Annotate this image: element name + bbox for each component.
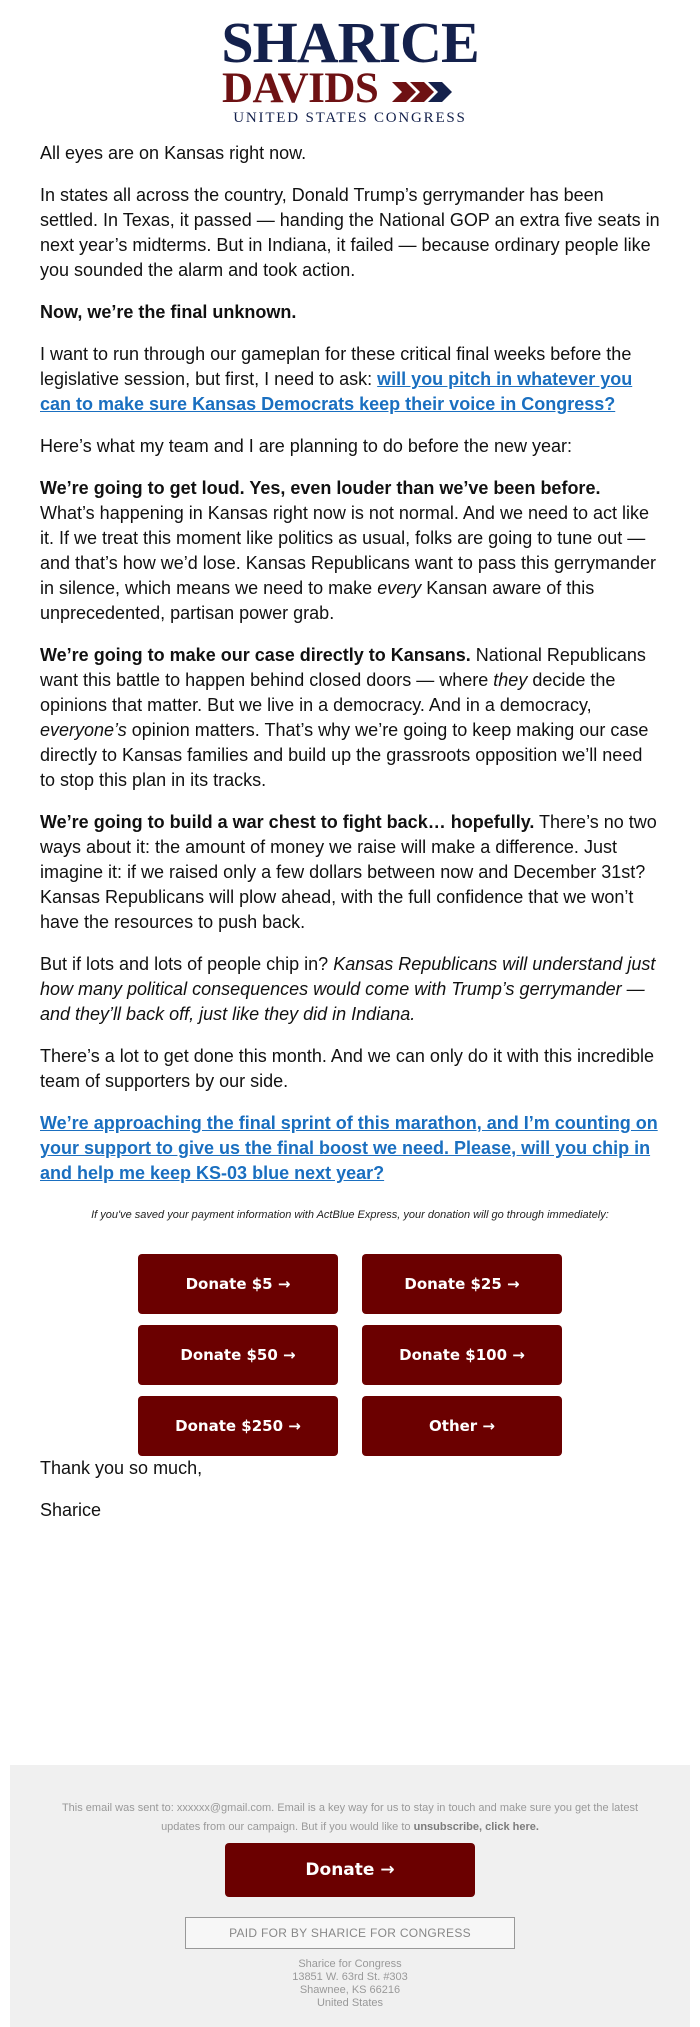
pitch-in-link[interactable]: will you pitch in whatever you can to make sure Kansas Democrats keep their voice in Congress? xyxy=(40,369,633,414)
footer-donate-button[interactable]: Donate → xyxy=(225,1843,475,1897)
actblue-express-note: If you've saved your payment information with ActBlue Express, your donation will go through immediately: xyxy=(91,1209,609,1221)
donate-button-grid xyxy=(138,1254,562,1456)
donate-250-button[interactable]: Donate $250 → xyxy=(138,1396,338,1456)
paragraph-gerrymander: In states all across the country, Donald Trump’s gerrymander has been settled. In Texas, it passed — handing the National GOP an extra five seats in next year’s midterms. But in Indiana, it failed — because ordinary people like you sounded the alarm and took action. xyxy=(40,185,660,280)
thanks-line: Thank you so much, xyxy=(40,1458,203,1478)
paragraph-war-chest: We’re going to build a war chest to fight back… hopefully. There’s no two ways about it: the amount of money we raise will make a difference. Just imagine it: if we raised only a few dollars between now and December 31st? Kansas Republicans will plow ahead, with the full confidence that we won’t have the resources to push back. xyxy=(40,812,657,932)
unsubscribe-link[interactable]: unsubscribe, click here. xyxy=(413,1821,539,1833)
paragraph-intro: All eyes are on Kansas right now. xyxy=(40,143,307,163)
paragraph-final-sprint xyxy=(40,1111,660,1186)
paragraph-gameplan: I want to run through our gameplan for these critical final weeks before the legislative session, but first, I need to ask: will you pitch in whatever you can to make sure Kansas Democrats keep their voice in Congress? xyxy=(40,344,633,414)
paragraph-chip-in: But if lots and lots of people chip in? Kansas Republicans will understand just how many political consequences would come with Trump’s gerrymander — and they’ll back off, just like they did in Indiana. xyxy=(40,954,656,1024)
donate-100-button[interactable]: Donate $100 → xyxy=(362,1325,562,1385)
paid-for-disclaimer: PAID FOR BY SHARICE FOR CONGRESS xyxy=(185,1917,515,1949)
paragraph-final-unknown: Now, we’re the final unknown. xyxy=(40,302,297,322)
final-sprint-link[interactable]: We’re approaching the final sprint of this marathon, and I’m counting on your support to give us the final boost we need. Please, will you chip in and help me keep KS-03 blue next year? xyxy=(40,1113,658,1183)
donate-50-button[interactable]: Donate $50 → xyxy=(138,1325,338,1385)
logo-tagline: UNITED STATES CONGRESS xyxy=(233,110,467,126)
paragraph-plan-intro: Here’s what my team and I are planning to do before the new year: xyxy=(40,436,572,456)
logo-last-name: DAVIDS xyxy=(222,65,379,112)
paragraph-make-case: We’re going to make our case directly to Kansans. National Republicans want this battle to happen behind closed doors — where they decide the opinions that matter. But we live in a democracy. And in a democracy, everyone’s opinion matters. That’s why we’re going to keep making our case directly to Kansas families and build up the grassroots opposition we’ll need to stop this plan in its tracks. xyxy=(40,645,649,790)
mailing-address: Sharice for Congress 13851 W. 63rd St. #303 Shawnee, KS 66216 United States xyxy=(292,1958,408,2009)
signature: Sharice xyxy=(40,1500,102,1520)
paragraph-get-loud: We’re going to get loud. Yes, even louder than we’ve been before. What’s happening in Kansas right now is not normal. And we need to act like it. If we treat this moment like politics as usual, folks are going to tune out — and that’s how we’d lose. Kansas Republicans want to pass this gerrymander in silence, which means we need to make every Kansan aware of this unprecedented, partisan power grab. xyxy=(40,478,657,623)
logo-first-name: SHARICE xyxy=(221,10,479,75)
footer-disclaimer: This email was sent to: xxxxxx@gmail.com. Email is a key way for us to stay in touch and make sure you get the latest updates from our campaign. But if you would like to unsubscribe, click here. xyxy=(61,1802,639,1833)
paragraph-supporters: There’s a lot to get done this month. And we can only do it with this incredible team of supporters by our side. xyxy=(40,1046,655,1091)
donate-other-button[interactable]: Other → xyxy=(362,1396,562,1456)
donate-5-button[interactable]: Donate $5 → xyxy=(138,1254,338,1314)
email-footer xyxy=(10,1765,690,2027)
campaign-logo xyxy=(0,10,700,134)
donate-25-button[interactable]: Donate $25 → xyxy=(362,1254,562,1314)
chevron-arrows-icon xyxy=(392,80,462,104)
email-body xyxy=(40,141,660,1540)
